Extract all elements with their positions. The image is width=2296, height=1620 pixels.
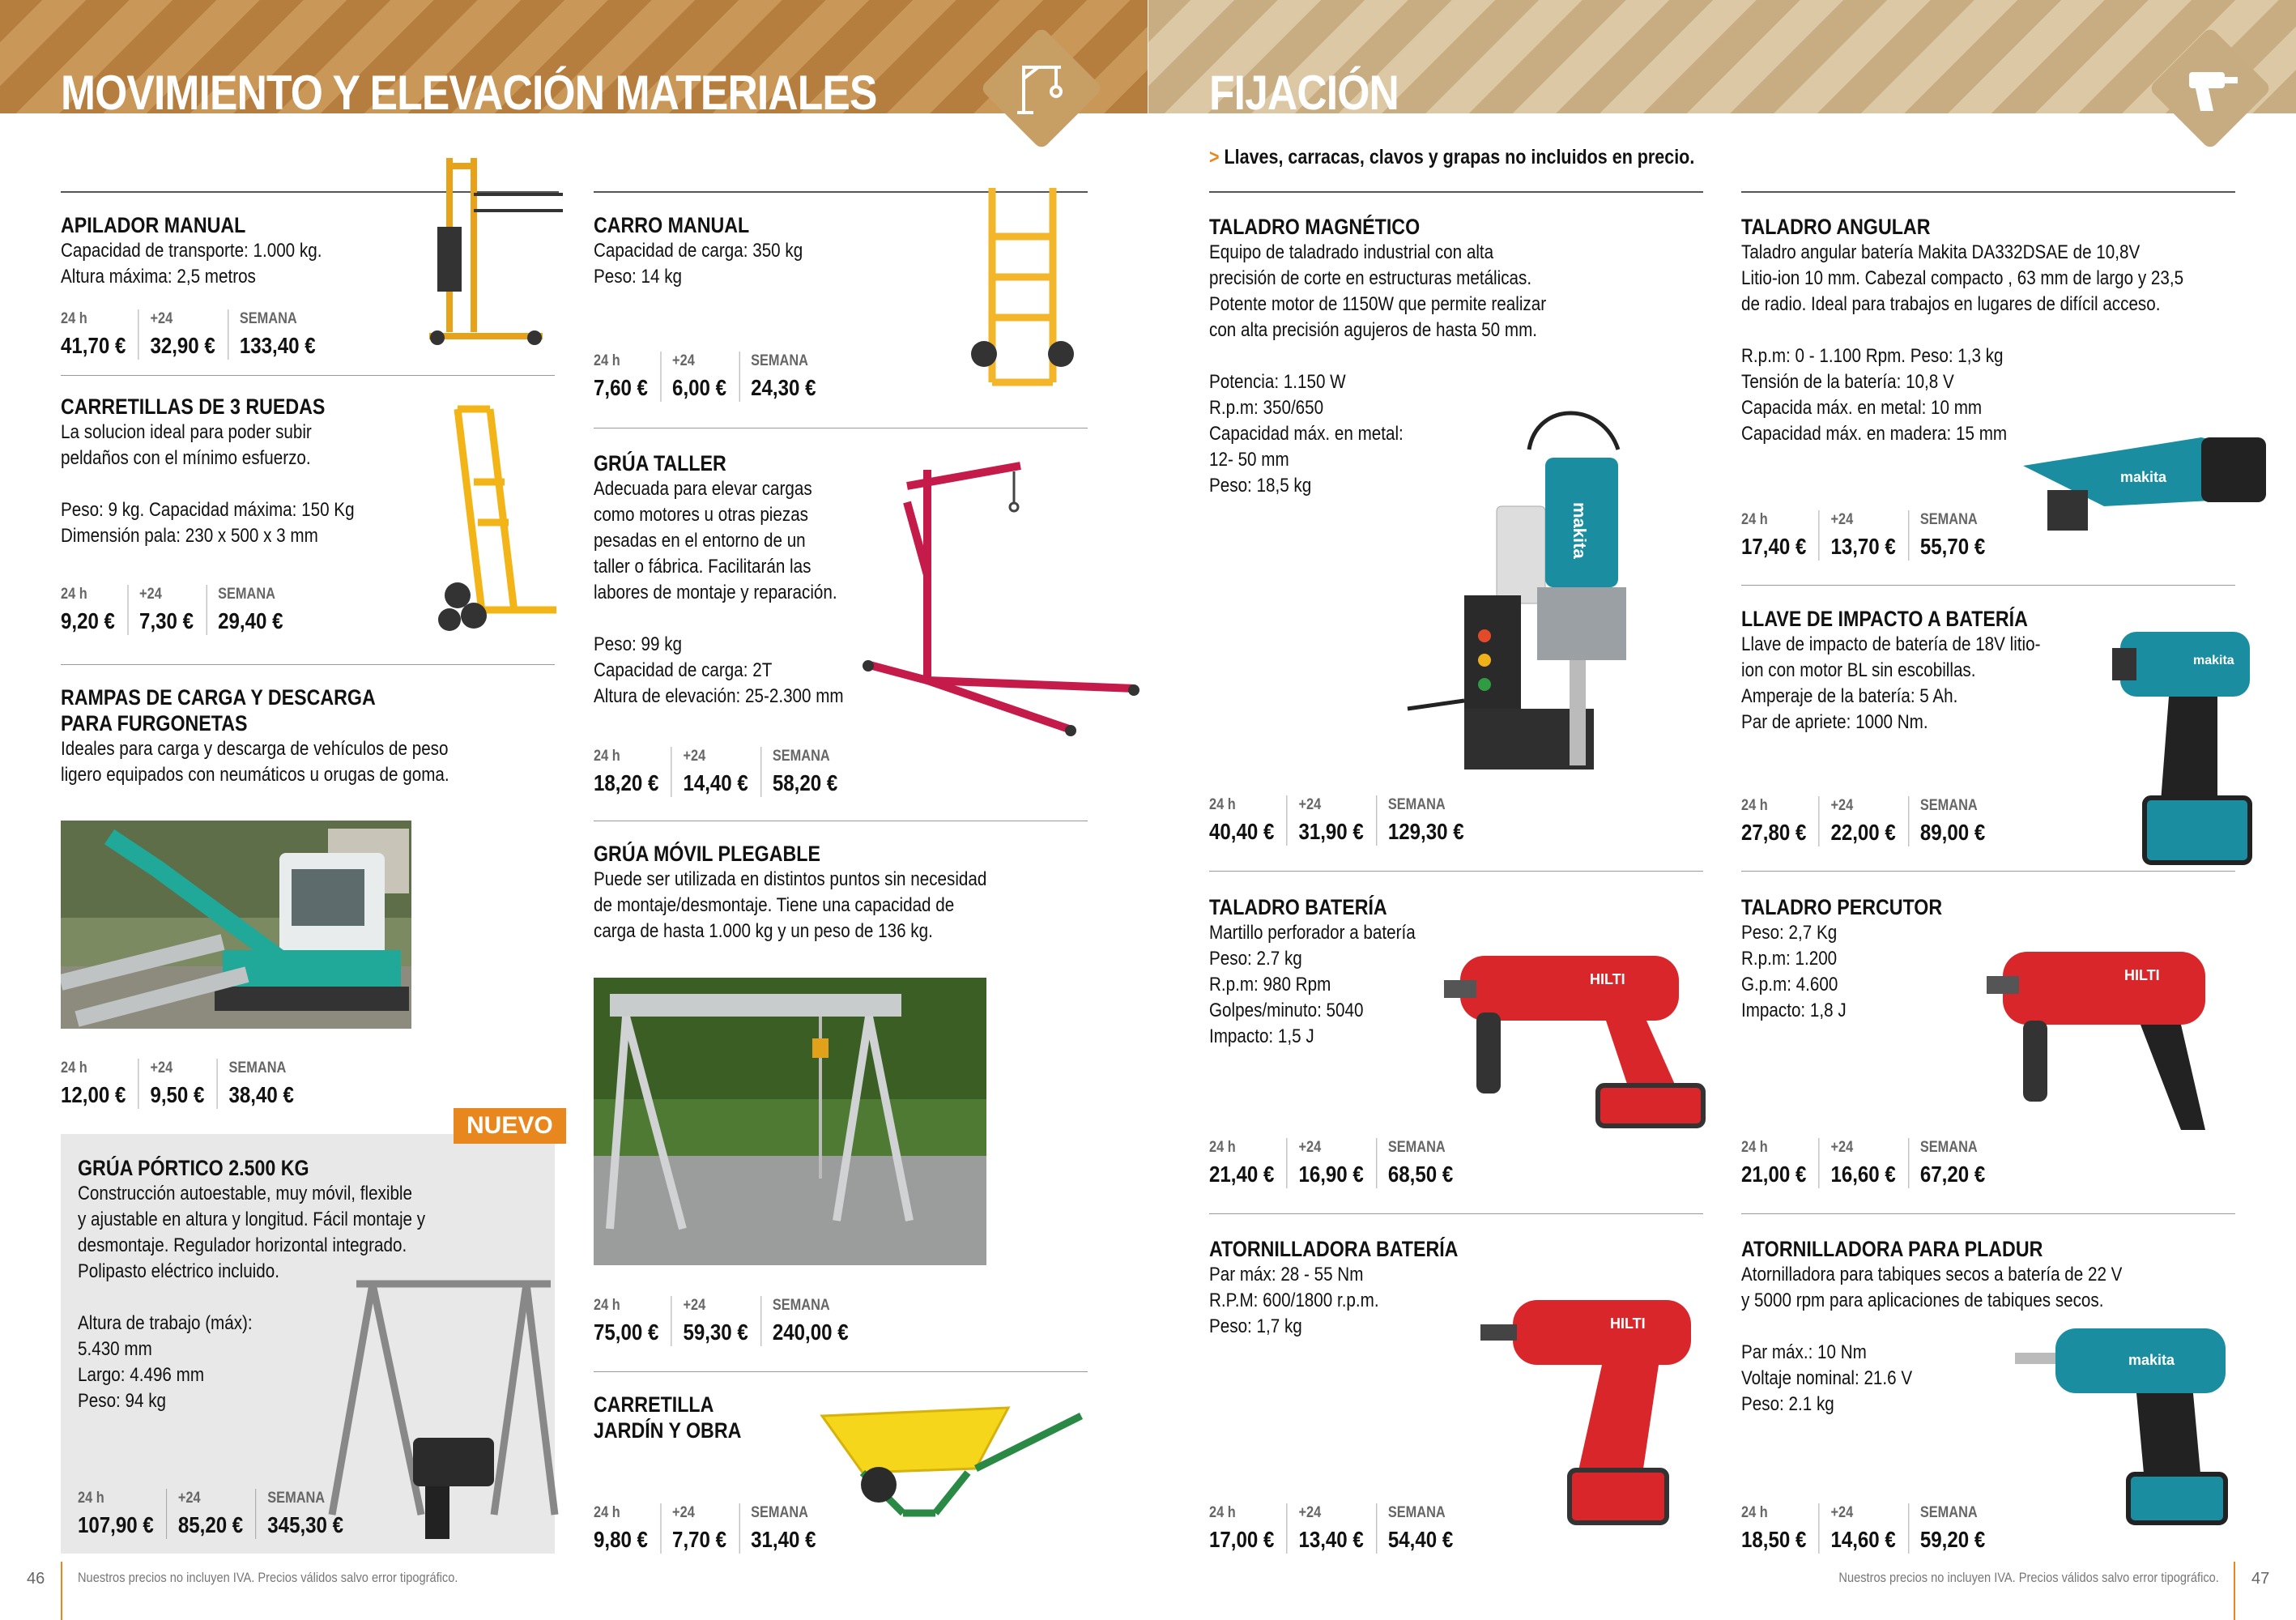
- product-title: TALADRO BATERÍA: [1209, 895, 1387, 919]
- price-24h: 41,70 €: [61, 333, 126, 358]
- product-rampas: [61, 684, 513, 788]
- price-row-apilador: 24 h 41,70 € +24 32,90 € SEMANA 133,40 €: [61, 310, 316, 358]
- product-title: APILADOR MANUAL: [61, 213, 246, 237]
- product-title: GRÚA MÓVIL PLEGABLE: [594, 842, 820, 866]
- product-title: RAMPAS DE CARGA Y DESCARGA PARA FURGONETAS: [61, 685, 376, 735]
- price-row-grua-taller: 24 h 18,20 € +24 14,40 € SEMANA 58,20 €: [594, 748, 838, 795]
- product-title: TALADRO PERCUTOR: [1741, 895, 1943, 919]
- product-description: Capacidad de carga: 350 kg Peso: 14 kg: [594, 240, 803, 288]
- wheelbarrow-image: [814, 1392, 1089, 1525]
- stacker-image: [413, 150, 567, 348]
- product-description: Ideales para carga y descarga de vehículos de peso ligero equipados con neumáticos u orugas de goma.: [61, 738, 449, 786]
- product-title: TALADRO ANGULAR: [1741, 215, 1931, 239]
- price-row-grua-movil: 24 h 75,00 € +24 59,30 € SEMANA 240,00 €: [594, 1297, 849, 1345]
- page-marker: [2234, 1562, 2235, 1620]
- page-number: 47: [2251, 1570, 2270, 1588]
- hilti-logo: HILTI: [1590, 971, 1625, 987]
- new-badge: NUEVO: [454, 1108, 566, 1144]
- makita-drywall-screwdriver-image: [2015, 1320, 2258, 1531]
- price-row-taladro-magnetico: 24 h 40,40 € +24 31,90 € SEMANA 129,30 €: [1209, 796, 1464, 844]
- product-description: Atornilladora para tabiques secos a batería de 22 V y 5000 rpm para aplicaciones de tabiques secos. Par máx.: 10 Nm Voltaje nominal: 21.6 V Peso: 2.1 kg: [1741, 1264, 2123, 1415]
- product-description: Equipo de taladrado industrial con alta precisión de corte en estructuras metálicas. Potente motor de 1150W que permite realizar con alta precisión agujeros de hasta 50 mm. Potencia: 1.150 W R.p.m: 350/650 Capacidad máx. en metal: 12- 50 mm Peso: 18,5 kg: [1209, 241, 1547, 497]
- section-banner-left: [0, 0, 1148, 113]
- makita-logo: makita: [2120, 469, 2167, 485]
- divider: [1741, 871, 2235, 872]
- product-grua-movil: [594, 841, 1050, 944]
- stair-trolley-image: [425, 401, 563, 636]
- product-title: ATORNILLADORA BATERÍA: [1209, 1237, 1459, 1261]
- footer-note: Nuestros precios no incluyen IVA. Precios válidos salvo error tipográfico.: [78, 1570, 458, 1585]
- shop-crane-image: [858, 454, 1142, 745]
- product-title: CARRETILLAS DE 3 RUEDAS: [61, 394, 326, 419]
- product-taladro-angular: [1741, 214, 2256, 447]
- product-title: LLAVE DE IMPACTO A BATERÍA: [1741, 607, 2028, 631]
- price-row-carretillas: 24 h 9,20 € +24 7,30 € SEMANA 29,40 €: [61, 586, 283, 633]
- product-description: La solucion ideal para poder subir peldaños con el mínimo esfuerzo. Peso: 9 kg. Capacidad máxima: 150 Kg Dimensión pala: 230 x 500 x 3 mm: [61, 421, 355, 547]
- hilti-hammer-image: [1444, 940, 1711, 1134]
- product-description: Martillo perforador a batería Peso: 2.7 kg R.p.m: 980 Rpm Golpes/minuto: 5040 Impacto: 1,5 J: [1209, 922, 1416, 1047]
- excavator-ramp-photo: [61, 821, 411, 1029]
- divider: [1209, 871, 1703, 872]
- product-llave-impacto: [1741, 606, 2089, 735]
- price-row-atornilladora-bateria: 24 h 17,00 € +24 13,40 € SEMANA 54,40 €: [1209, 1504, 1454, 1552]
- makita-logo: makita: [1570, 502, 1590, 559]
- price-plus24: 32,90 €: [150, 333, 215, 358]
- product-carretillas: [61, 394, 403, 549]
- mobile-gantry-photo: [594, 978, 986, 1265]
- product-title: GRÚA TALLER: [594, 451, 726, 475]
- product-description: Llave de impacto de batería de 18V litio- ion con motor BL sin escobillas. Amperaje de la batería: 5 Ah. Par de apriete: 1000 Nm.: [1741, 633, 2041, 733]
- product-taladro-percutor: [1741, 894, 1975, 1024]
- price-row-taladro-percutor: 24 h 21,00 € +24 16,60 € SEMANA 67,20 €: [1741, 1139, 1986, 1187]
- product-atornilladora-bateria: [1209, 1236, 1498, 1340]
- section-banner-right: [1148, 0, 2296, 113]
- hilti-logo: HILTI: [1610, 1315, 1646, 1332]
- price-row-portico: 24 h 107,90 € +24 85,20 € SEMANA 345,30 €: [78, 1490, 344, 1537]
- price-row-taladro-angular: 24 h 17,40 € +24 13,70 € SEMANA 55,70 €: [1741, 511, 1986, 559]
- price-row-llave-impacto: 24 h 27,80 € +24 22,00 € SEMANA 89,00 €: [1741, 797, 1986, 845]
- hilti-hammer-drill-image: [1987, 944, 2254, 1138]
- divider: [1209, 1213, 1703, 1214]
- product-description: Taladro angular batería Makita DA332DSAE de 10,8V Litio-ion 10 mm. Cabezal compacto , 63 mm de largo y 23,5 de radio. Ideal para trabajos en lugares de difícil acceso. R.p.m: 0 - 1.100 Rpm. Peso: 1,3 kg Tensión de la batería: 10,8 V Capacida máx. en metal: 10 mm Capacidad máx. en madera: 15 mm: [1741, 241, 2184, 445]
- right-page: [1148, 0, 2296, 1620]
- magnetic-drill-image: [1399, 401, 1723, 782]
- product-title: CARRETILLA JARDÍN Y OBRA: [594, 1392, 742, 1443]
- product-title: ATORNILLADORA PARA PLADUR: [1741, 1237, 2043, 1261]
- product-carretilla-jardin: [594, 1392, 765, 1443]
- divider: [1741, 191, 2235, 193]
- page-marker: [61, 1562, 62, 1620]
- makita-logo: makita: [2193, 654, 2234, 667]
- footer-note: Nuestros precios no incluyen IVA. Precios válidos salvo error tipográfico.: [1838, 1570, 2219, 1585]
- divider: [1741, 585, 2235, 586]
- product-apilador: [61, 212, 364, 290]
- product-title: TALADRO MAGNÉTICO: [1209, 215, 1421, 239]
- product-carro: [594, 212, 837, 290]
- hand-truck-image: [968, 180, 1081, 399]
- makita-logo: makita: [2128, 1352, 2175, 1368]
- divider: [594, 1371, 1088, 1372]
- product-description: Capacidad de transporte: 1.000 kg. Altura máxima: 2,5 metros: [61, 240, 322, 288]
- product-grua-taller: [594, 450, 884, 710]
- product-description: Peso: 2,7 Kg R.p.m: 1.200 G.p.m: 4.600 Impacto: 1,8 J: [1741, 922, 1847, 1021]
- product-description: Construcción autoestable, muy móvil, flexible y ajustable en altura y longitud. Fácil montaje y desmontaje. Regulador horizontal integrado. Polipasto eléctrico incluido. Altura de trabajo (máx): 5.430 mm Largo: 4.496 mm Peso: 94 kg: [78, 1183, 426, 1412]
- section-title-right: FIJACIÓN: [1209, 66, 1399, 113]
- product-title: CARRO MANUAL: [594, 213, 750, 237]
- divider: [1741, 1213, 2235, 1214]
- divider: [1209, 191, 1703, 193]
- price-row-rampas: 24 h 12,00 € +24 9,50 € SEMANA 38,40 €: [61, 1059, 294, 1107]
- makita-angle-drill-image: [2007, 425, 2274, 547]
- product-taladro-bateria: [1209, 894, 1449, 1050]
- divider: [61, 375, 555, 376]
- makita-impact-wrench-image: [2112, 616, 2258, 875]
- price-note: > Llaves, carracas, clavos y grapas no incluidos en precio.: [1209, 146, 1695, 168]
- price-row-taladro-bateria: 24 h 21,40 € +24 16,90 € SEMANA 68,50 €: [1209, 1139, 1454, 1187]
- section-title-left: MOVIMIENTO Y ELEVACIÓN MATERIALES: [61, 66, 877, 113]
- product-title: GRÚA PÓRTICO 2.500 KG: [78, 1156, 309, 1180]
- product-description: Par máx: 28 - 55 Nm R.P.M: 600/1800 r.p.m. Peso: 1,7 kg: [1209, 1264, 1379, 1337]
- price-row-carro: 24 h 7,60 € +24 6,00 € SEMANA 24,30 €: [594, 352, 816, 400]
- hilti-logo: HILTI: [2124, 967, 2160, 983]
- price-week: 133,40 €: [239, 333, 316, 358]
- product-description: Adecuada para elevar cargas como motores u otras piezas pesadas en el entorno de un taller o fábrica. Facilitarán las labores de montaje y reparación. Peso: 99 kg Capacidad de carga: 2T Altura de elevación: 25-2.300 mm: [594, 478, 844, 707]
- divider: [61, 664, 555, 665]
- page-number: 46: [27, 1570, 45, 1588]
- hilti-drill-image: [1480, 1288, 1715, 1531]
- product-description: Puede ser utilizada en distintos puntos sin necesidad de montaje/desmontaje. Tiene una capacidad de carga de hasta 1.000 kg y un peso de 136 kg.: [594, 868, 987, 942]
- price-row-carretilla-jardin: 24 h 9,80 € +24 7,70 € SEMANA 31,40 €: [594, 1504, 816, 1552]
- price-row-atornilladora-pladur: 24 h 18,50 € +24 14,60 € SEMANA 59,20 €: [1741, 1504, 1986, 1552]
